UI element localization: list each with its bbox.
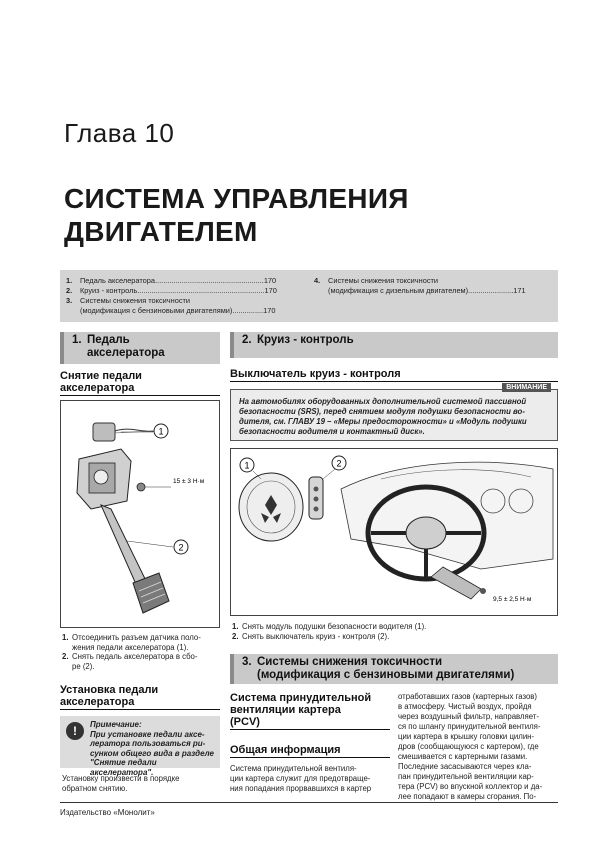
callout-1-label: 1 [244,460,250,471]
callout-2-label: 2 [178,542,184,553]
section-number: 1. [72,334,82,346]
list-item: 1. Отсоединить разъем датчика поло- [62,633,201,642]
exclamation-icon: ! [66,722,84,740]
note-box [60,716,220,777]
torque-label: 9,5 ± 2,5 Н·м [493,596,532,603]
install-text: Установку произвести в порядке обратном снятию. [62,774,180,793]
warning-tag: ВНИМАНИЕ [502,383,551,392]
subsection-heading: Общая информация [230,744,390,758]
removal-steps [62,633,220,671]
toc-left-column [66,276,298,316]
subsection-heading: Снятие педали акселератора [60,370,220,396]
cruise-control-figure [230,448,558,616]
list-item: 1. Снять модуль подушки безопасности водителя (1). [232,622,427,631]
section-3-header [230,654,558,684]
callout-2-label: 2 [336,458,342,469]
toc-right-column [314,276,554,296]
section-title: Круиз - контроль [257,334,354,346]
toc-entry[interactable]: (модификация с дизельным двигателем)......................171 [328,286,526,295]
warning-box [230,384,558,441]
section-1-header [60,332,220,364]
body-text: Система принудительной вентиля- ции картера служит для предотвраще- ния попадания прорвавшихся в картер [230,764,372,793]
body-text: отработавших газов (картерных газов) в атмосферу. Чистый воздух, пройдя через воздушный фильтр, направляет- ся по шлангу принудительной вентиля- ции картера в крышку головки цилин- дров (сообщающуюся с картером), где смешивается с картерными газами. Последние засасываются через кла- пан принудительной вентиляции кар- тера (PCV) во впускной коллектор и да- лее попадают в камеры сгорания. По- [398,692,543,801]
section-2-header [230,332,558,358]
chapter-label: Глава 10 [64,118,175,148]
torque-label: 15 ± 3 Н·м [173,478,205,485]
section-title: Системы снижения токсичности (модификация с бензиновыми двигателями) [257,656,515,681]
subsection-heading: Выключатель круиз - контроля [230,368,558,382]
subsection-heading: Система принудительной вентиляции картера (PCV) [230,692,390,730]
footer-divider [60,802,558,803]
list-item: 2. Снять выключатель круиз - контроля (2). [232,631,390,641]
section-title: Педаль акселератора [87,334,165,359]
toc-entry[interactable]: (модификация с бензиновыми двигателями)...............170 [80,306,276,315]
section-number: 2. [242,334,252,346]
accelerator-pedal-figure [60,400,220,628]
toc-entry[interactable]: 1. Педаль акселератора.....................................................170 [66,276,277,285]
toc-entry[interactable]: 4. Системы снижения токсичности [314,276,439,285]
list-item: 2. Снять педаль акселератора в сбо- [62,652,198,661]
section-number: 3. [242,656,252,668]
subsection-heading: Установка педали акселератора [60,684,220,710]
list-item: жения педали акселератора (1). [72,642,189,652]
toc-entry[interactable]: 3. Системы снижения токсичности [66,296,191,305]
warning-text: На автомобилях оборудованных дополнительной системой пассивной безопасности (SRS), перед снятием модуля подушки безопасности во- дителя, см. ГЛАВУ 19 – «Меры предосторожности» и «Модуль подушки безопасности водителя и контактный диск». [239,397,527,436]
chapter-title: СИСТЕМА УПРАВЛЕНИЯ ДВИГАТЕЛЕМ [64,183,409,247]
accelerator-pedal-illustration [61,401,219,627]
callout-1-label: 1 [158,426,164,437]
toc-entry[interactable]: 2. Круиз - контроль..............................................................170 [66,286,277,295]
publisher-footer: Издательство «Монолит» [60,808,155,817]
list-item: ре (2). [72,661,95,671]
steering-wheel-illustration [231,449,557,615]
table-of-contents [60,270,558,322]
note-text: Примечание: При установке педали аксе- лератора пользоваться ри- сунком общего вида в разделе "Снятие педали акселератора". [90,720,214,777]
cruise-steps [232,622,558,641]
